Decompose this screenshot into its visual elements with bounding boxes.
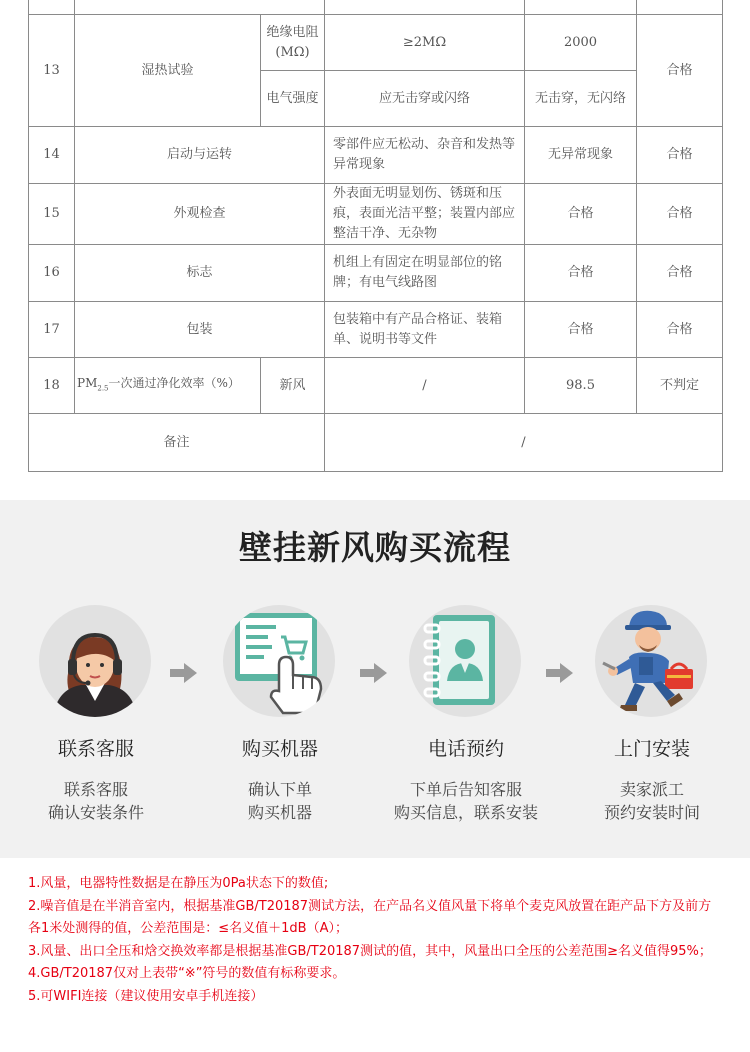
step-description [200,778,360,824]
arrow-right-icon [170,662,198,684]
step-description [386,778,546,824]
sub-item-label: 电气强度 [261,71,325,127]
step-description [16,778,176,824]
table-row [29,184,723,245]
table-row [29,302,723,358]
test-result: 2000 [525,15,637,71]
test-result: 合格 [525,302,637,358]
spec-table-section [0,0,750,500]
footnotes [28,873,722,1009]
row-number: 15 [29,184,75,245]
item-name: 外观检查 [75,184,325,245]
step-desc-line: 卖家派工 [619,780,684,799]
verdict: 合格 [637,184,723,245]
test-result: 无击穿，无闪络 [525,71,637,127]
requirement: 包装箱中有产品合格证、装箱单、说明书等文件 [325,302,525,358]
remark-label: 备注 [29,414,325,472]
item-name: 包装 [75,302,325,358]
table-row [29,245,723,302]
step-title: 电话预约 [427,738,504,760]
footnote: 1.风量，电器特性数据是在静压为0Pa状态下的数值; [28,876,329,891]
item-name: 启动与运转 [75,127,325,184]
test-result: 合格 [525,184,637,245]
step-desc-line: 购买信息，联系安装 [393,803,538,822]
table-row [29,127,723,184]
step-desc-line: 下单后告知客服 [409,780,522,799]
item-name: 湿热试验 [75,15,261,127]
contact-book-icon [409,605,521,717]
footnote: 3.风量、出口全压和焓交换效率都是根据基准GB/T20187测试的值，其中，风量出口全压的公差范围≥名义值得95%； [28,943,712,959]
installer-worker-icon [595,605,707,717]
verdict: 合格 [637,127,723,184]
sub-item-label: 绝缘电阻 [266,24,319,40]
step-desc-line: 联系客服 [63,780,128,799]
step-title: 购买机器 [241,738,318,760]
spec-table [28,0,723,472]
step-desc-line: 确认下单 [247,780,312,799]
row-number: 14 [29,127,75,184]
row-number: 17 [29,302,75,358]
item-name: 标志 [75,245,325,302]
footnote: 4.GB/T20187仅对上表带“※”符号的数值有标称要求。 [28,966,346,982]
arrow-right-icon [546,662,574,684]
requirement: 外表面无明显划伤、锈斑和压痕，表面光洁平整；装置内部应整洁干净、无杂物 [325,184,525,245]
table-row [29,15,723,71]
sub-item-unit: (MΩ) [275,44,310,60]
tablet-shopping-cart-icon [223,605,335,717]
requirement: / [325,358,525,414]
footnote: 2.噪音值是在半消音室内，根据基准GB/T20187测试方法，在产品名义值风量下将单个麦克风放置在距产品下方及前方各1米处测得的值，公差范围是：≤名义值＋1dB（A）； [28,898,712,937]
item-name-suffix: 一次通过净化效率（%） [108,375,240,390]
table-row [29,414,723,472]
sub-item [261,15,325,71]
step-title: 联系客服 [57,738,134,760]
row-number: 18 [29,358,75,414]
verdict: 合格 [637,302,723,358]
table-row [29,0,723,15]
pm-subscript: 2.5 [97,384,109,393]
arrow-right-icon [360,662,388,684]
row-number: 16 [29,245,75,302]
step-description [572,778,732,824]
step-desc-line: 购买机器 [247,803,312,822]
row-number: 13 [29,15,75,127]
verdict: 不判定 [637,358,723,414]
process-title: 壁挂新风购买流程 [239,528,511,567]
requirement: 机组上有固定在明显部位的铭牌；有电气线路图 [325,245,525,302]
step-desc-line: 预约安装时间 [603,803,700,822]
requirement: 应无击穿或闪络 [325,71,525,127]
test-result: 98.5 [525,358,637,414]
sub-item-label: 新风 [261,358,325,414]
step-title: 上门安装 [613,738,690,760]
verdict: 合格 [637,245,723,302]
test-result: 合格 [525,245,637,302]
step-desc-line: 确认安装条件 [47,803,144,822]
test-result: 无异常现象 [525,127,637,184]
purchase-process-section [0,500,750,858]
requirement: 零部件应无松动、杂音和发热等异常现象 [325,127,525,184]
table-row [29,358,723,414]
requirement: ≥2MΩ [325,15,525,71]
footnote: 5.可WIFI连接（建议使用安卓手机连接） [28,988,264,1004]
customer-service-agent-icon [39,605,151,717]
item-name [75,358,261,414]
verdict: 合格 [637,15,723,127]
remark-value: / [325,414,723,472]
pm-label: PM [77,375,98,390]
